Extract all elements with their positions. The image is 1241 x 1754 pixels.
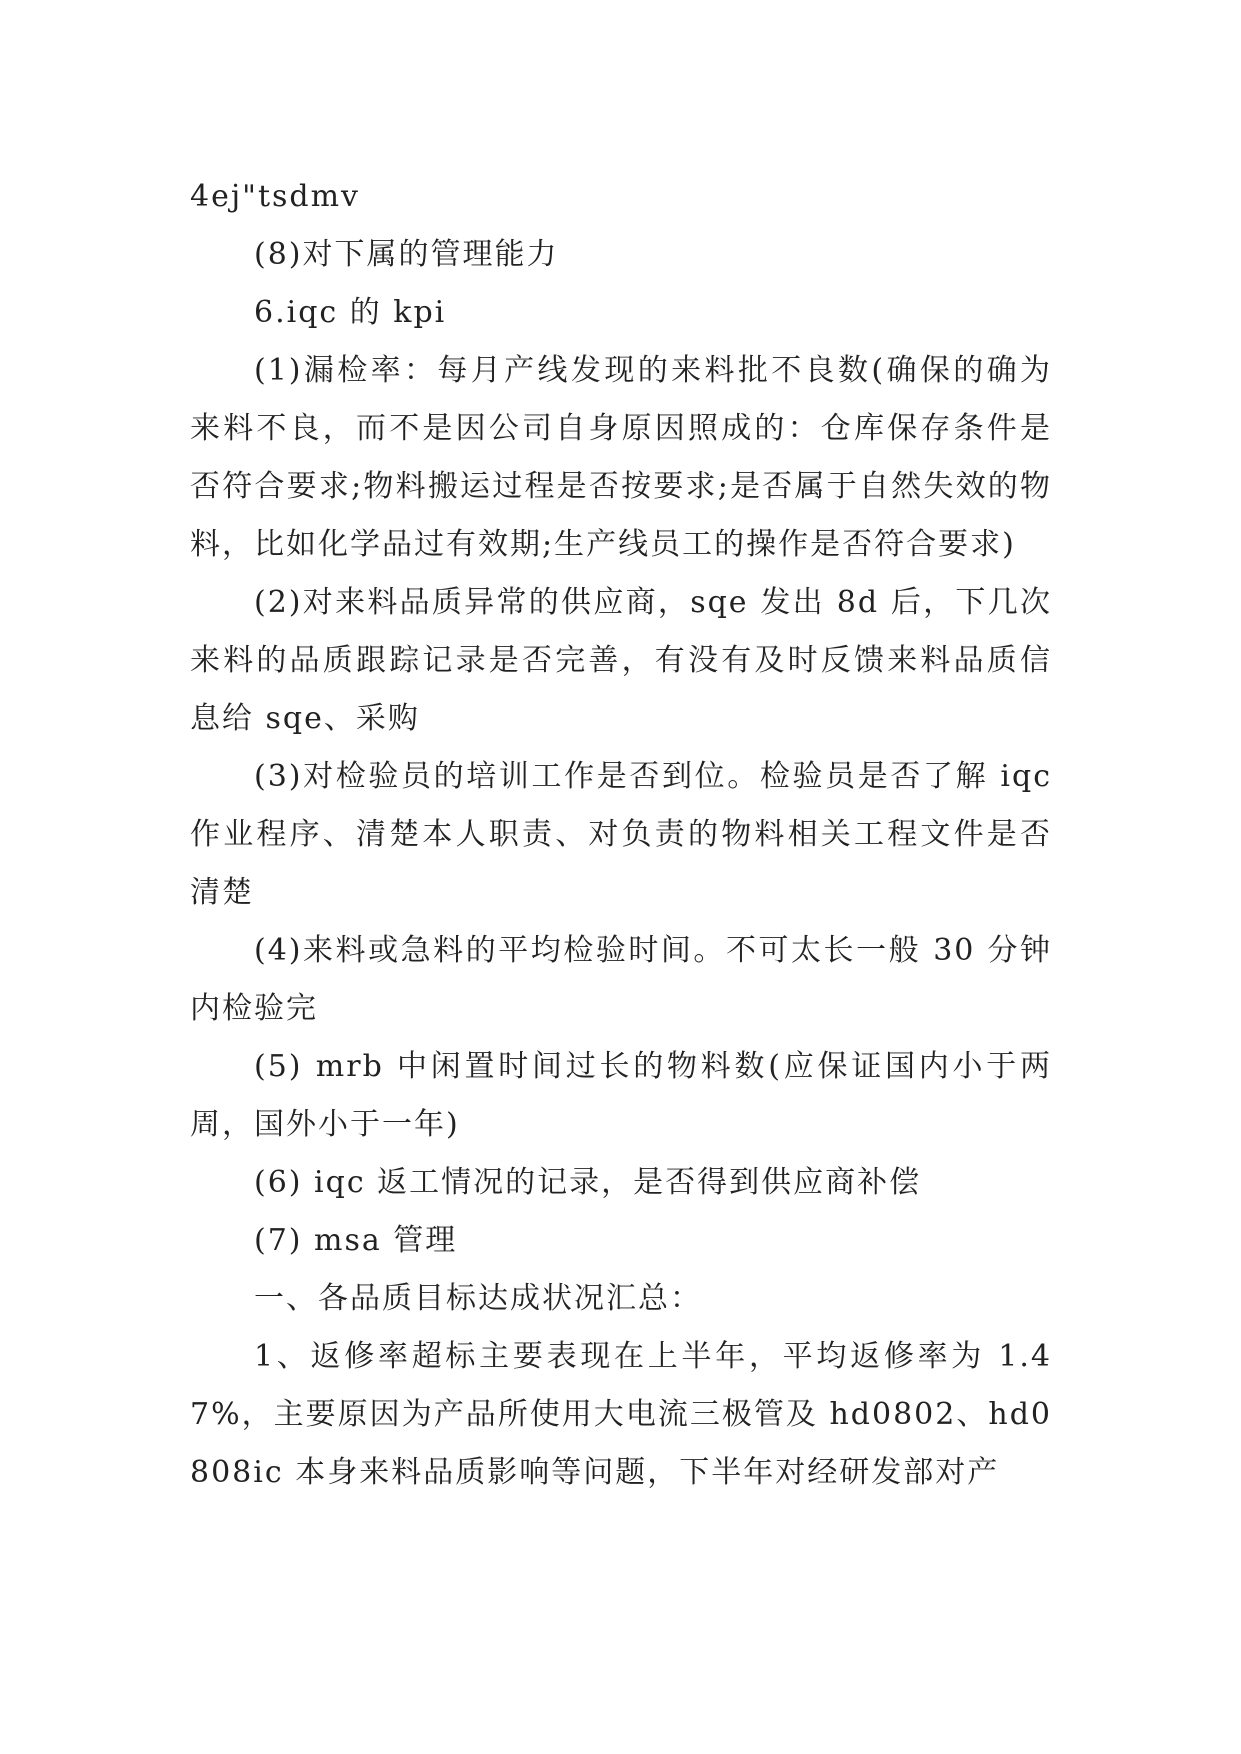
paragraph-kpi-1: (1)漏检率：每月产线发现的来料批不良数(确保的确为来料不良，而不是因公司自身原因照成的：仓库保存条件是否符合要求;物料搬运过程是否按要求;是否属于自然失效的物料，比如化学品过有效期;生产线员工的操作是否符合要求) bbox=[190, 353, 1052, 562]
paragraph-kpi-6: (6) iqc 返工情况的记录，是否得到供应商补偿 bbox=[254, 1165, 922, 1200]
paragraph-kpi-7: (7) msa 管理 bbox=[254, 1223, 458, 1258]
paragraph-kpi-5: (5) mrb 中闲置时间过长的物料数(应保证国内小于两周，国外小于一年) bbox=[190, 1049, 1052, 1142]
section-heading-iqc-kpi: 6.iqc 的 kpi bbox=[254, 295, 447, 330]
paragraph-kpi-2: (2)对来料品质异常的供应商，sqe 发出 8d 后，下几次来料的品质跟踪记录是否完善，有没有及时反馈来料品质信息给 sqe、采购 bbox=[190, 585, 1052, 736]
paragraph-kpi-3: (3)对检验员的培训工作是否到位。检验员是否了解 iqc 作业程序、清楚本人职责、对负责的物料相关工程文件是否清楚 bbox=[190, 759, 1052, 910]
section-heading-summary: 一、各品质目标达成状况汇总： bbox=[254, 1281, 702, 1316]
document-body bbox=[190, 168, 1052, 1502]
paragraph-code: 4ej"tsdmv bbox=[190, 179, 360, 214]
paragraph-item-8: (8)对下属的管理能力 bbox=[254, 237, 559, 272]
paragraph-summary-1: 1、返修率超标主要表现在上半年，平均返修率为 1.47%，主要原因为产品所使用大电流三极管及 hd0802、hd0808ic 本身来料品质影响等问题，下半年对经研发部对产 bbox=[190, 1339, 1052, 1490]
paragraph-kpi-4: (4)来料或急料的平均检验时间。不可太长一般 30 分钟内检验完 bbox=[190, 933, 1052, 1026]
